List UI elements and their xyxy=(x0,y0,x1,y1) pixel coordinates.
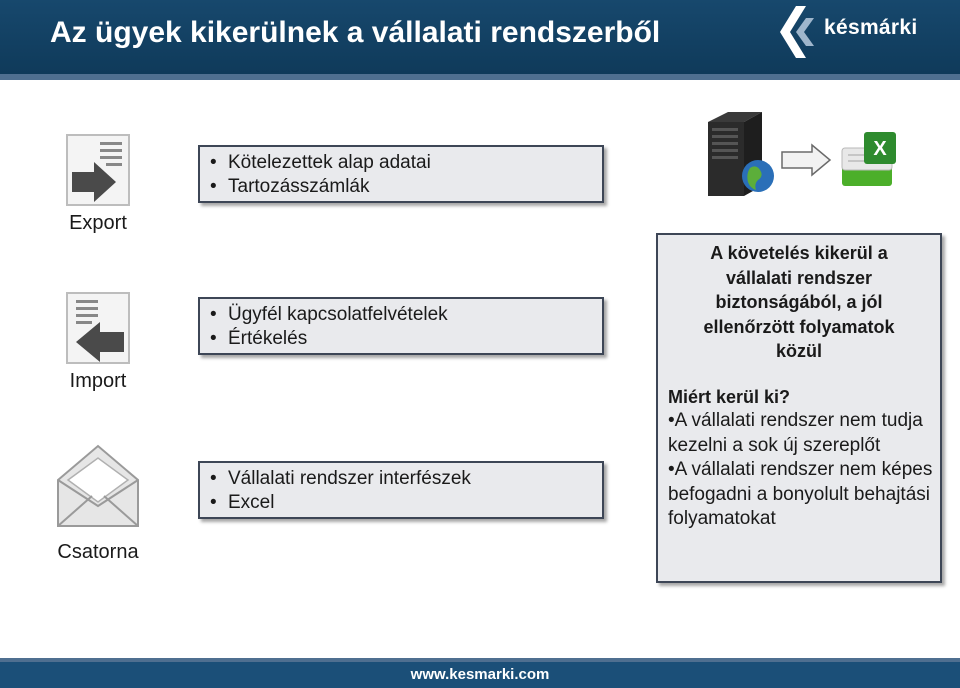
info-heading: A követelés kikerül a vállalati rendszer biztonságából, a jól ellenőrzött folyamatok közül xyxy=(703,243,895,361)
list-item: • Vállalati rendszer interfészek xyxy=(210,467,602,491)
header-bar xyxy=(0,0,960,74)
logo-mark-icon xyxy=(776,4,820,60)
list-item: • Értékelés xyxy=(210,327,602,351)
channel-label: Csatorna xyxy=(57,541,139,563)
list-item: • Kötelezettek alap adatai xyxy=(210,151,602,175)
list-item: • Tartozásszámlák xyxy=(210,175,602,199)
list-item: • Ügyfél kapcsolatfelvételek xyxy=(210,303,602,327)
excel-icon xyxy=(838,130,900,197)
info-question: Miért kerül ki? xyxy=(668,387,791,407)
envelope-icon xyxy=(52,440,144,537)
logo-text: késmárki xyxy=(824,16,918,39)
channel-panel xyxy=(198,461,604,519)
arrow-right-icon xyxy=(780,143,832,182)
svg-text:X: X xyxy=(873,138,887,160)
import-panel xyxy=(198,297,604,355)
export-icon xyxy=(64,132,132,213)
page-title: Az ügyek kikerülnek a vállalati rendszerből xyxy=(50,16,661,49)
export-label: Export xyxy=(69,212,127,234)
footer-url[interactable]: www.kesmarki.com xyxy=(410,666,550,683)
export-panel xyxy=(198,145,604,203)
info-box xyxy=(656,233,942,583)
list-item: •A vállalati rendszer nem képes befogadni a bonyolult behajtási folyamatokat xyxy=(668,459,933,529)
header-divider xyxy=(0,74,960,80)
import-icon xyxy=(64,290,132,371)
list-item: • Excel xyxy=(210,491,602,515)
import-label: Import xyxy=(69,370,127,392)
kesmarki-logo xyxy=(776,4,936,60)
server-icon xyxy=(704,110,776,205)
list-item: •A vállalati rendszer nem tudja kezelni a sok új szereplőt xyxy=(668,410,923,456)
